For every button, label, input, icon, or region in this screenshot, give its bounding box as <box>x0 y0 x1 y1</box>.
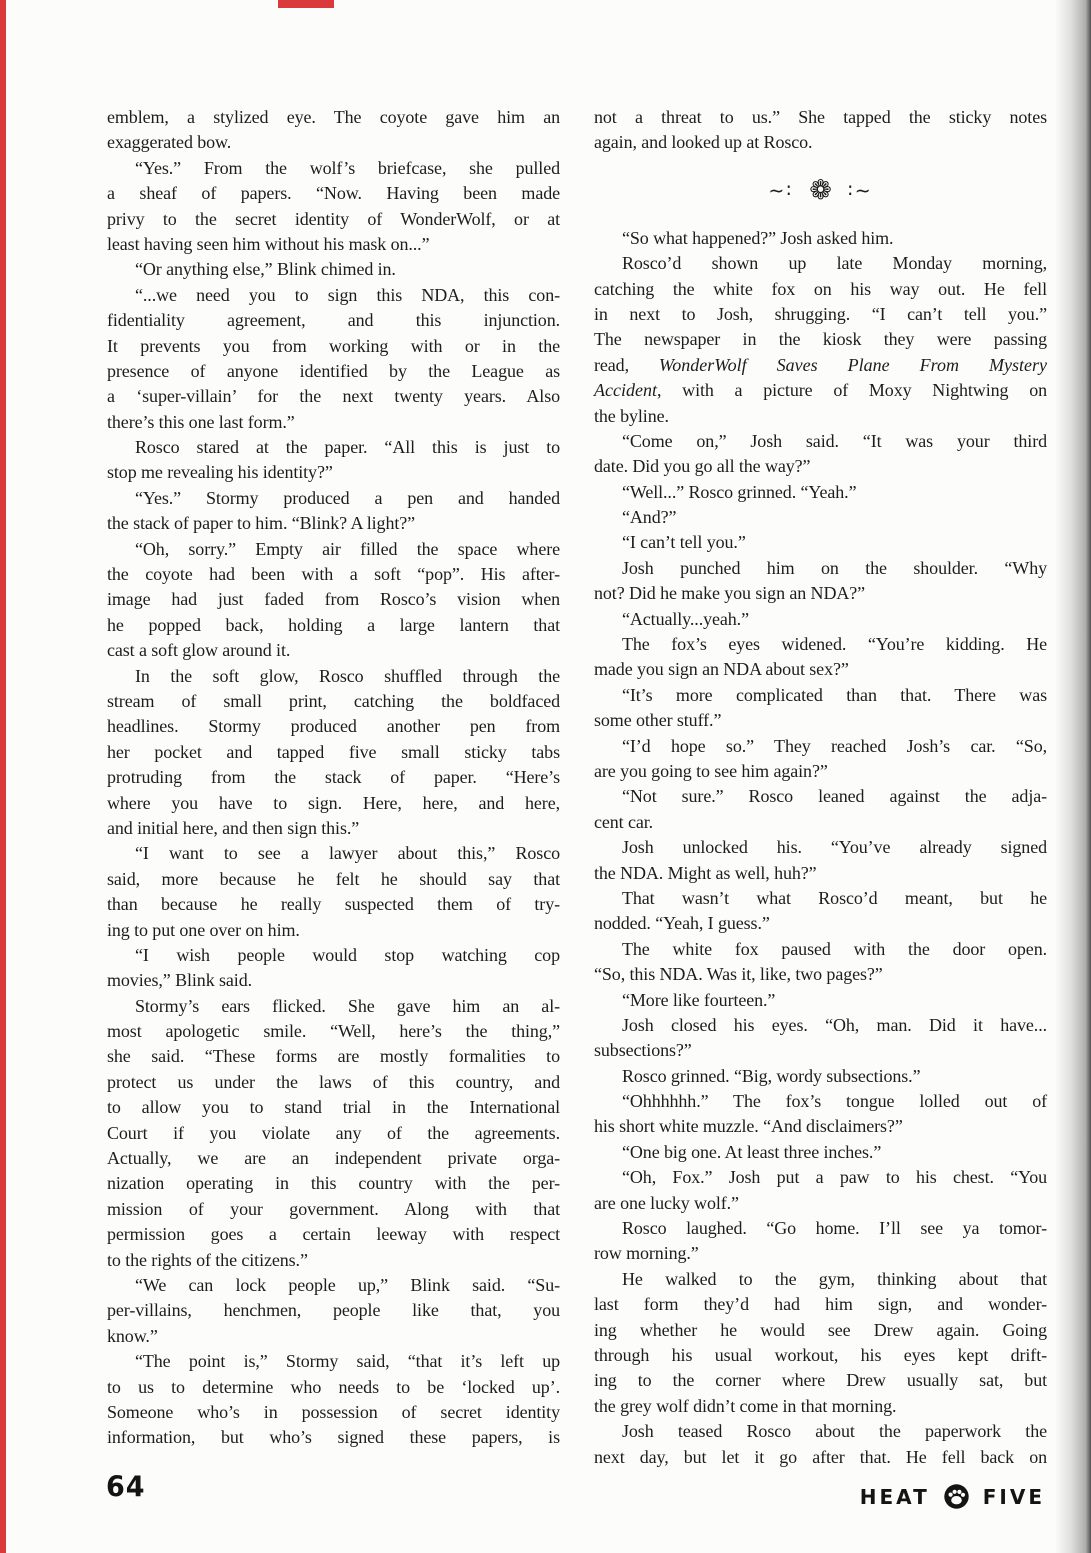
text-line: are you going to see him again?” <box>594 760 828 781</box>
text-line: “More like fourteen.” <box>622 989 776 1010</box>
text-line: “I want to see a lawyer about this,” Rosco <box>135 843 560 864</box>
text-line: That wasn’t what Rosco’d meant, but he <box>622 887 1047 908</box>
text-line: “Ohhhhhh.” The fox’s tongue lolled out of <box>622 1091 1047 1112</box>
text-line: privy to the secret identity of WonderWolf, or at <box>107 208 560 229</box>
text-column-right-main <box>594 226 1047 1470</box>
text-line: some other stuff.” <box>594 710 722 731</box>
text-line: he popped back, holding a large lantern that <box>107 614 560 635</box>
text-line: Court if you violate any of the agreements. <box>107 1122 560 1143</box>
text-line: protruding from the stack of paper. “Here’s <box>107 767 560 788</box>
text-line: mission of your government. Along with that <box>107 1198 560 1219</box>
text-line: He walked to the gym, thinking about that <box>622 1268 1047 1289</box>
text-line: “...we need you to sign this NDA, this con- <box>135 284 560 305</box>
text-line: are one lucky wolf.” <box>594 1192 739 1213</box>
text-line: not? Did he make you sign an NDA?” <box>594 583 866 604</box>
text-line: Rosco stared at the paper. “All this is just to <box>135 437 560 458</box>
text-line: The fox’s eyes widened. “You’re kidding. He <box>622 634 1047 655</box>
text-line: “I’d hope so.” They reached Josh’s car. “So, <box>622 735 1047 756</box>
text-line: subsections?” <box>594 1040 692 1061</box>
ornament-left-squiggle: ∼∶ <box>768 179 794 202</box>
text-line: “One big one. At least three inches.” <box>622 1141 882 1162</box>
text-line: “I can’t tell you.” <box>622 532 746 553</box>
text-line: “We can lock people up,” Blink said. “Su- <box>135 1274 560 1295</box>
text-line: than because he really suspected them of try- <box>107 894 560 915</box>
text-line: image had just faded from Rosco’s vision when <box>107 589 560 610</box>
text-line: “So, this NDA. Was it, like, two pages?” <box>594 964 883 985</box>
text-line: per-villains, henchmen, people like that, you <box>107 1300 560 1321</box>
text-line: “Oh, sorry.” Empty air filled the space where <box>135 538 560 559</box>
text-line: It prevents you from working with or in the <box>107 335 560 356</box>
text-line: Rosco’d shown up late Monday morning, <box>622 253 1047 274</box>
text-line: last form they’d had him sign, and wonder- <box>594 1294 1047 1315</box>
text-line: “Well...” Rosco grinned. “Yeah.” <box>622 481 857 502</box>
text-line: the byline. <box>594 405 669 426</box>
text-line: “The point is,” Stormy said, “that it’s left up <box>135 1351 560 1372</box>
text-line: Rosco laughed. “Go home. I’ll see ya tomor- <box>622 1218 1047 1239</box>
text-line: catching the white fox on his way out. He fell <box>594 278 1047 299</box>
text-line: not a threat to us.” She tapped the sticky notes <box>594 107 1047 127</box>
text-line: permission goes a certain leeway with respect <box>107 1224 560 1245</box>
text-line: movies,” Blink said. <box>107 970 252 991</box>
text-line: “Yes.” Stormy produced a pen and handed <box>135 487 560 508</box>
text-line: in next to Josh, shrugging. “I can’t tell you.” <box>594 303 1047 324</box>
text-line: cast a soft glow around it. <box>107 640 291 661</box>
text-line: a sheaf of papers. “Now. Having been made <box>107 183 560 204</box>
page-top-red-tick <box>278 0 334 8</box>
text-line: Rosco grinned. “Big, wordy subsections.” <box>622 1065 921 1086</box>
page-number: 64 <box>106 1471 146 1504</box>
brand-word-heat: HEAT <box>859 1484 930 1509</box>
text-line: “And?” <box>622 507 677 528</box>
text-line: to us to determine who needs to be ‘locked up’. <box>107 1376 560 1397</box>
text-line: “Oh, Fox.” Josh put a paw to his chest. “You <box>622 1167 1047 1188</box>
text-line: In the soft glow, Rosco shuffled through the <box>135 665 560 686</box>
text-line: protect us under the laws of this country, and <box>107 1071 560 1092</box>
text-line: Actually, we are an independent private orga- <box>107 1148 560 1169</box>
text-line: “Yes.” From the wolf’s briefcase, she pulled <box>135 157 560 178</box>
text-line: The white fox paused with the door open. <box>622 938 1047 959</box>
text-line: know.” <box>107 1325 158 1346</box>
flower-ornament-icon: ❁ <box>809 175 832 207</box>
text-line: the stack of paper to him. “Blink? A light?” <box>107 513 416 534</box>
text-line: ing to the corner where Drew usually sat, but <box>594 1370 1047 1391</box>
brand-word-five: FIVE <box>982 1484 1045 1509</box>
text-line: information, but who’s signed these papers, is <box>107 1427 560 1448</box>
text-line: the coyote had been with a soft “pop”. His after- <box>107 564 560 585</box>
text-line: headlines. Stormy produced another pen from <box>107 716 560 737</box>
text-line: his short white muzzle. “And disclaimers?” <box>594 1116 903 1137</box>
text-column-left <box>107 105 560 1451</box>
text-line: stream of small print, catching the boldfaced <box>107 690 560 711</box>
text-line: nodded. “Yeah, I guess.” <box>594 913 770 934</box>
ornament-right-squiggle: ∶∼ <box>847 179 873 202</box>
text-line: stop me revealing his identity?” <box>107 462 333 483</box>
text-column-right <box>594 105 1047 1470</box>
text-line: said, more because he felt he should say that <box>107 868 560 889</box>
page-curl-shadow <box>1055 0 1091 1553</box>
text-line: “It’s more complicated than that. There was <box>622 684 1047 705</box>
text-line: where you have to sign. Here, here, and here, <box>107 792 560 813</box>
text-line: to allow you to stand trial in the International <box>107 1097 560 1118</box>
text-line: and initial here, and then sign this.” <box>107 817 360 838</box>
text-line: Josh teased Rosco about the paperwork the <box>622 1421 1047 1442</box>
text-line: the NDA. Might as well, huh?” <box>594 862 817 883</box>
text-line: cent car. <box>594 811 654 832</box>
text-line: Someone who’s in possession of secret identity <box>107 1401 560 1422</box>
text-line: Stormy’s ears flicked. She gave him an al- <box>135 995 560 1016</box>
text-line: emblem, a stylized eye. The coyote gave him an <box>107 107 560 127</box>
text-line: Josh unlocked his. “You’ve already signed <box>622 837 1047 858</box>
text-line: Accident, with a picture of Moxy Nightwing on <box>594 380 1047 401</box>
text-line: made you sign an NDA about sex?” <box>594 659 849 680</box>
section-break-ornament <box>594 156 1047 226</box>
text-line: date. Did you go all the way?” <box>594 456 811 477</box>
text-line: again, and looked up at Rosco. <box>594 132 813 153</box>
text-line: to the rights of the citizens.” <box>107 1249 308 1270</box>
text-column-right-top <box>594 105 1047 156</box>
text-line: “Actually...yeah.” <box>622 608 749 629</box>
text-line: exaggerated bow. <box>107 132 232 153</box>
text-line: ing to put one over on him. <box>107 919 300 940</box>
text-line: The newspaper in the kiosk they were passing <box>594 329 1047 350</box>
text-line: fidentiality agreement, and this injunction. <box>107 310 560 331</box>
text-line: row morning.” <box>594 1243 699 1264</box>
text-line: “I wish people would stop watching cop <box>135 944 560 965</box>
text-line: “Not sure.” Rosco leaned against the adja- <box>622 786 1047 807</box>
text-line: next day, but let it go after that. He fell back on <box>594 1446 1047 1467</box>
text-line: “Come on,” Josh said. “It was your third <box>622 430 1047 451</box>
text-line: Josh closed his eyes. “Oh, man. Did it have... <box>622 1014 1047 1035</box>
text-line: the grey wolf didn’t come in that morning. <box>594 1395 897 1416</box>
magazine-footer-logo <box>860 1483 1045 1510</box>
text-line: through his usual workout, his eyes kept drift- <box>594 1344 1047 1365</box>
text-line: a ‘super-villain’ for the next twenty years. Also <box>107 386 560 407</box>
text-line: there’s this one last form.” <box>107 411 295 432</box>
text-line: “So what happened?” Josh asked him. <box>622 227 894 248</box>
text-line: her pocket and tapped five small sticky tabs <box>107 741 560 762</box>
text-line: Josh punched him on the shoulder. “Why <box>622 557 1047 578</box>
text-line: most apologetic smile. “Well, here’s the thing,” <box>107 1021 560 1042</box>
text-line: nization operating in this country with the per- <box>107 1173 560 1194</box>
text-line: read, WonderWolf Saves Plane From Mystery <box>594 354 1048 375</box>
text-line: she said. “These forms are mostly formalities to <box>107 1046 560 1067</box>
text-line: least having seen him without his mask on...” <box>107 233 430 254</box>
paw-icon <box>943 1483 970 1510</box>
page-edge-red-strip <box>0 0 6 1553</box>
text-line: presence of anyone identified by the League as <box>107 360 560 381</box>
text-line: “Or anything else,” Blink chimed in. <box>135 259 396 280</box>
text-line: ing whether he would see Drew again. Going <box>594 1319 1047 1340</box>
